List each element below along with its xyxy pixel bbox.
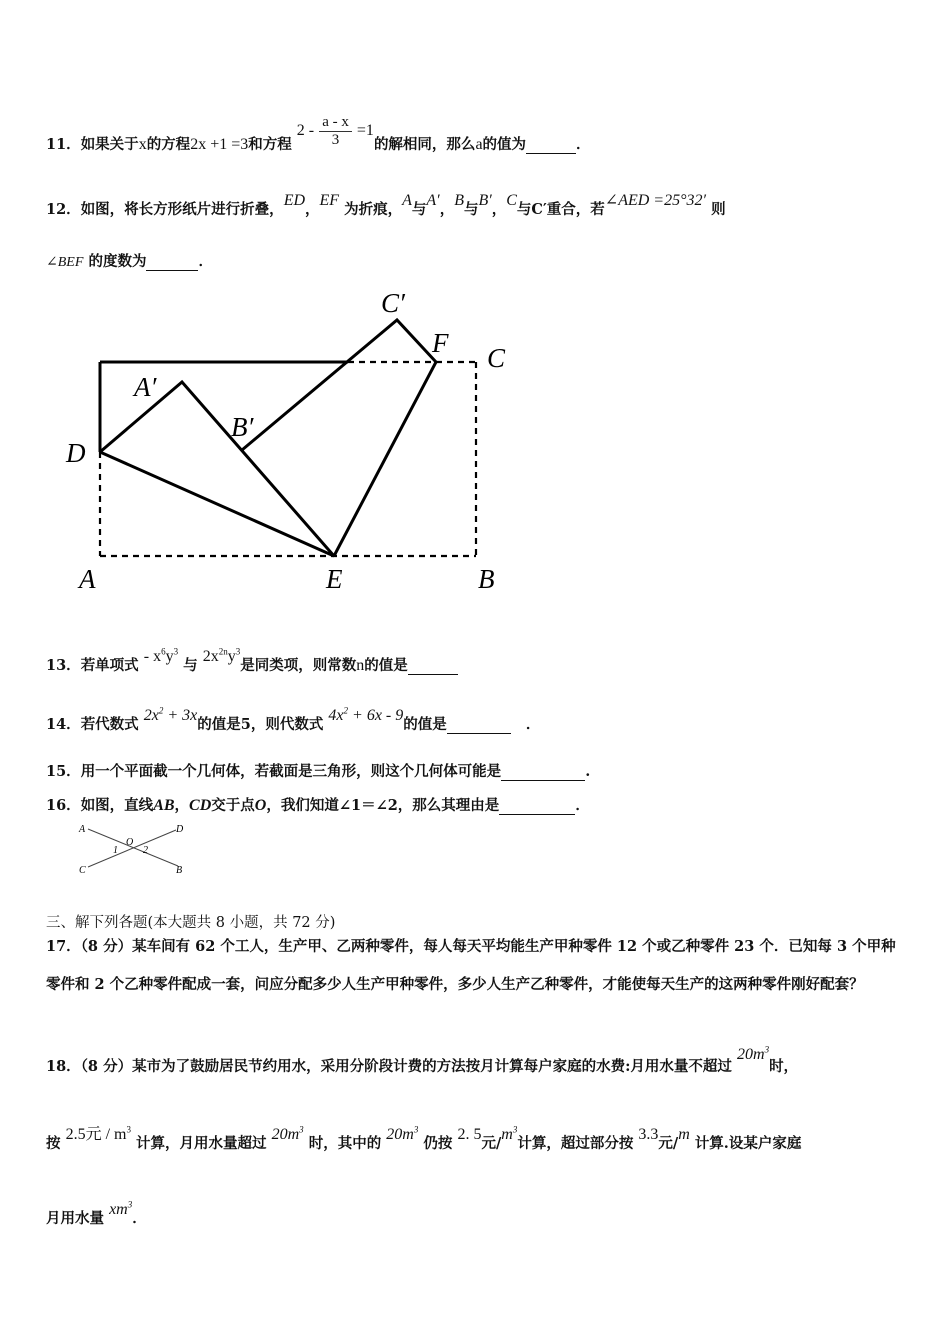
q11-equation-2: 2 - $\frac{a - x}{3} =1$: [296, 114, 374, 148]
question-15: 15．用一个平面截一个几何体，若截面是三角形，则这个几何体可能是 .: [46, 763, 591, 780]
label-a: A: [79, 564, 96, 594]
crease-ed: [100, 452, 334, 556]
question-18-line-3: 月用水量 $xm^3$．: [46, 1199, 147, 1227]
label-b: B: [478, 564, 495, 594]
question-12: 12．如图，将长方形纸片进行折叠，ED，EF 为折痕，A与A′，B与B′，C与C′重合，若∠AED =25°32′ 则: [46, 192, 726, 218]
label-o: O: [126, 837, 134, 848]
answer-blank[interactable]: [146, 253, 198, 271]
question-18-line-2: 按 2.5元 / $m^3$ 计算，月用水量超过 $20m^3$ 时，其中的 $20m^3$ 仍按 2. 5元$/m^3$计算，超过部分按 3.3元/m 计算.设某户家庭: [46, 1124, 802, 1152]
question-11: 11．如果关于x的方程2x +1 =3和方程 2 - $\frac{a - x}{3} =1$的解相同，那么a的值为 ．: [46, 114, 591, 153]
label-a: A: [79, 824, 86, 835]
question-12-cont: ∠BEF 的度数为 ．: [46, 253, 213, 270]
q11-number: 11．: [46, 136, 81, 153]
label-b-prime: B′: [231, 412, 254, 442]
question-18: 18．（8 分）某市为了鼓励居民节约用水，采用分阶段计费的方法按月计算每户家庭的水费:月用水量不超过 $20m^3$时，: [46, 1044, 799, 1075]
label-c-prime: C′: [381, 288, 405, 318]
label-d: D: [66, 438, 86, 468]
label-b: B: [176, 865, 183, 876]
answer-blank[interactable]: [526, 136, 576, 154]
fold-b-prime-c-prime-f: [242, 320, 436, 450]
q11-equation-1: 2x +1 =3: [190, 136, 249, 153]
section-heading: 三、解下列各题(本大题共 8 小题，共 72 分): [46, 915, 336, 931]
question-13: 13．若单项式 - $x^6y^3$ 与 $2x^{2n}y^3$是同类项，则常数n的值是: [46, 654, 458, 675]
label-d: D: [176, 824, 184, 835]
expression-2: $4x^2 + 6x - 9$: [328, 705, 404, 724]
answer-blank[interactable]: [447, 716, 511, 734]
angle-aed: ∠AED =25°32′: [604, 192, 706, 209]
label-f: F: [432, 328, 449, 358]
label-1: 1: [113, 845, 118, 856]
answer-blank[interactable]: [408, 657, 458, 675]
monomial-1: - $x^6y^3$: [143, 646, 179, 665]
label-c: C: [487, 343, 506, 373]
fraction: $\frac{a - x}{3}$: [319, 114, 352, 148]
label-a-prime: A′: [134, 372, 157, 402]
label-c: C: [79, 865, 86, 876]
crease-ef: [334, 362, 436, 556]
folding-figure: [60, 285, 530, 595]
line-cd: [88, 830, 176, 867]
intersecting-lines-figure: [76, 820, 196, 878]
question-17: 17．（8 分）某车间有 62 个工人，生产甲、乙两种零件，每人每天平均能生产甲种零件 12 个或乙种零件 23 个．已知每 3 个甲种零件和 2 个乙种零件配成一套，问应分配多少人生产甲种零件，多少人生产乙种零件，才能使每天生产的这两种零件刚好配套？: [46, 938, 896, 993]
expression-1: $2x^2 + 3x$: [143, 705, 198, 724]
answer-blank[interactable]: [501, 763, 585, 781]
question-16: 16．如图，直线AB，CD交于点O，我们知道∠1＝∠2，那么其理由是 ．: [46, 797, 590, 814]
label-2: 2: [143, 845, 148, 856]
answer-blank[interactable]: [499, 797, 575, 815]
monomial-2: $2x^{2n}y^3$: [202, 646, 241, 665]
question-14: 14．若代数式 $2x^2 + 3x$的值是5，则代数式 $4x^2 + 6x - 9$的值是 ．: [46, 705, 541, 733]
label-e: E: [326, 564, 343, 594]
